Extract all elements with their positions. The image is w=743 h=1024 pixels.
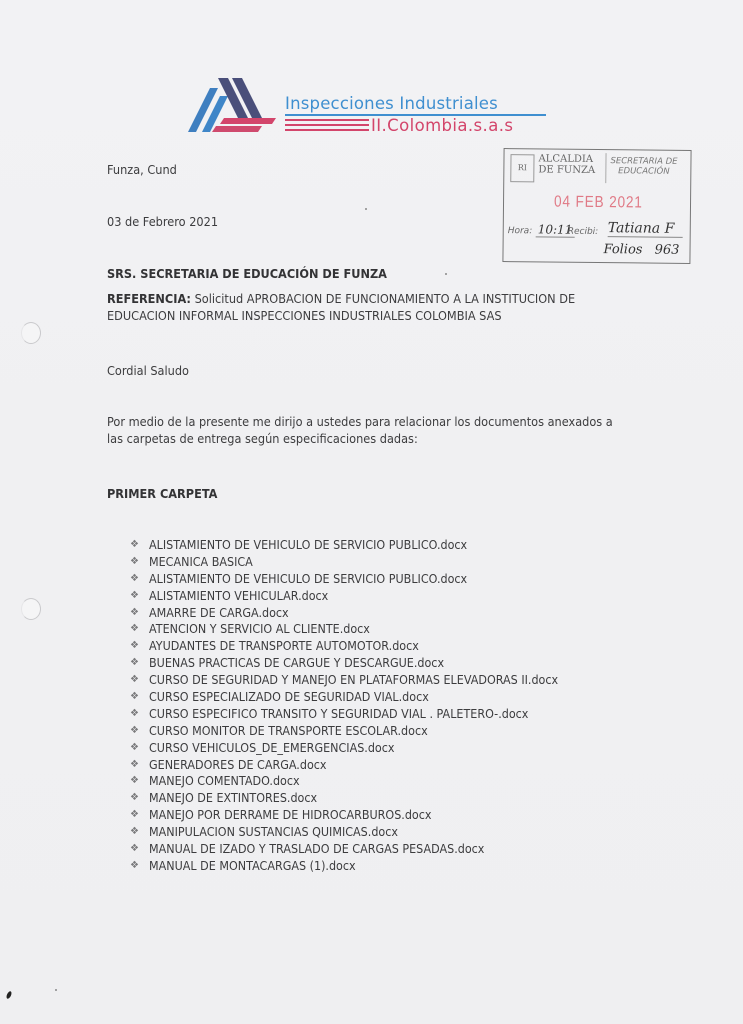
list-item: ❖ CURSO ESPECIALIZADO DE SEGURIDAD VIAL.docx [128,689,589,706]
list-item: ❖ ALISTAMIENTO DE VEHICULO DE SERVICIO PUBLICO.docx [128,537,589,554]
stamp-date: 04 FEB 2021 [553,193,643,212]
diamond-bullet-icon: ❖ [130,859,139,871]
document-list [128,537,589,875]
punch-hole-top [21,322,41,344]
logo-stripes [285,119,369,134]
letter-body: Por medio de la presente me dirijo a ustedes para relacionar los documentos anexados a las carpetas de entrega según especificaciones dadas: [107,415,613,446]
diamond-bullet-icon: ❖ [130,826,139,838]
letter-greeting: Cordial Saludo [107,364,189,378]
list-item: ❖ AYUDANTES DE TRANSPORTE AUTOMOTOR.docx [128,638,589,655]
diamond-bullet-icon: ❖ [130,674,139,686]
list-item: ❖ BUENAS PRACTICAS DE CARGUE Y DESCARGUE.docx [128,655,589,672]
list-item: ❖ MANUAL DE MONTACARGAS (1).docx [128,858,589,875]
stamp-divider [605,153,606,183]
diamond-bullet-icon: ❖ [130,572,139,584]
diamond-bullet-icon: ❖ [130,657,139,669]
diamond-bullet-icon: ❖ [130,606,139,618]
section-title: PRIMER CARPETA [107,487,218,501]
company-letterhead-logo [188,78,558,138]
ink-smudge [5,991,12,1000]
diamond-bullet-icon: ❖ [130,775,139,787]
list-item: ❖ ALISTAMIENTO DE VEHICULO DE SERVICIO PUBLICO.docx [128,571,589,588]
list-item: ❖ ATENCION Y SERVICIO AL CLIENTE.docx [128,621,589,638]
list-item: ❖ GENERADORES DE CARGA.docx [128,757,589,774]
stamp-hora-value: 10:11 [536,222,575,237]
list-item: ❖ AMARRE DE CARGA.docx [128,605,589,622]
diamond-bullet-icon: ❖ [130,809,139,821]
letter-recipient: SRS. SECRETARIA DE EDUCACIÓN DE FUNZA [107,267,387,281]
diamond-bullet-icon: ❖ [130,589,139,601]
list-item: ❖ ALISTAMIENTO VEHICULAR.docx [128,588,589,605]
speck [445,273,447,275]
speck [365,208,367,210]
stamp-recibi-label: Recibi: [567,226,599,238]
reference-text: Solicitud APROBACION DE FUNCIONAMIENTO A LA INSTITUCION DE EDUCACION INFORMAL INSPECCIONES INDUSTRIALES COLOMBIA SAS [107,292,576,323]
municipal-crest-icon: RI [510,154,534,182]
company-logo-mark-icon [188,78,280,136]
list-item: ❖ MANIPULACION SUSTANCIAS QUIMICAS.docx [128,824,589,841]
diamond-bullet-icon: ❖ [130,623,139,635]
stamp-alcaldia: ALCALDIA DE FUNZA [538,153,596,176]
diamond-bullet-icon: ❖ [130,724,139,736]
diamond-bullet-icon: ❖ [130,843,139,855]
letter-reference [107,291,628,325]
list-item: ❖ CURSO MONITOR DE TRANSPORTE ESCOLAR.docx [128,723,589,740]
diamond-bullet-icon: ❖ [130,691,139,703]
list-item: ❖ MECANICA BASICA [128,554,589,571]
diamond-bullet-icon: ❖ [130,707,139,719]
list-item: ❖ MANEJO DE EXTINTORES.docx [128,790,589,807]
company-name-line2: II.Colombia.s.a.s [371,116,514,135]
reference-label: REFERENCIA: [107,292,191,306]
stamp-hora-label: Hora: [507,226,533,237]
list-item: ❖ CURSO VEHICULOS_DE_EMERGENCIAS.docx [128,740,589,757]
punch-hole-bottom [21,598,41,620]
speck [55,989,57,991]
diamond-bullet-icon: ❖ [130,555,139,567]
diamond-bullet-icon: ❖ [130,539,139,550]
list-item: ❖ MANUAL DE IZADO Y TRASLADO DE CARGAS PESADAS.docx [128,841,589,858]
stamp-folios: Folios 963 [603,242,680,258]
letter-place: Funza, Cund [107,163,177,177]
list-item: ❖ CURSO ESPECIFICO TRANSITO Y SEGURIDAD VIAL . PALETERO-.docx [128,706,589,723]
list-item: ❖ MANEJO COMENTADO.docx [128,773,589,790]
diamond-bullet-icon: ❖ [130,741,139,753]
diamond-bullet-icon: ❖ [130,758,139,770]
reception-stamp [502,148,691,264]
stamp-recibi-value: Tatiana F [608,220,683,238]
diamond-bullet-icon: ❖ [130,640,139,652]
company-name-line1: Inspecciones Industriales [285,94,498,113]
list-item: ❖ MANEJO POR DERRAME DE HIDROCARBUROS.docx [128,807,589,824]
stamp-secretaria: SECRETARIA DE EDUCACIÓN [610,156,678,177]
list-item: ❖ CURSO DE SEGURIDAD Y MANEJO EN PLATAFORMAS ELEVADORAS II.docx [128,672,589,689]
diamond-bullet-icon: ❖ [130,792,139,804]
letter-date: 03 de Febrero 2021 [107,215,219,229]
